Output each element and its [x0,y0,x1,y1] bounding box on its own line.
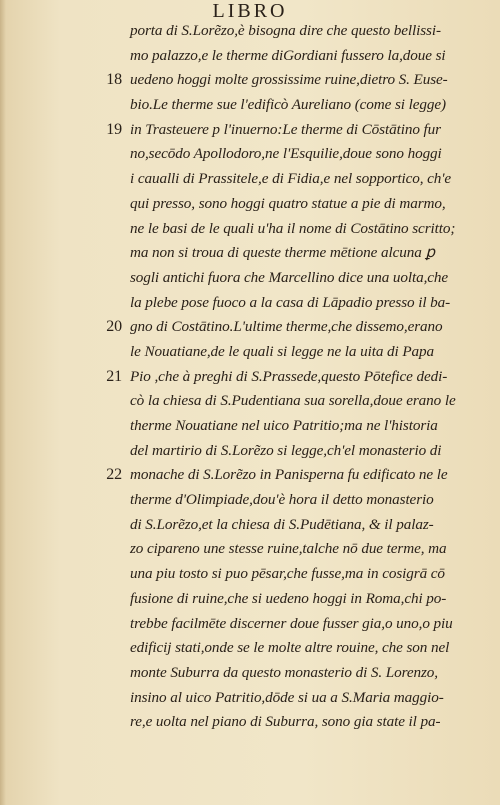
text-line [130,44,490,69]
line-text: le Nouatiane,de le quali si legge ne la uita di Papa [130,342,434,360]
line-text: monte Suburra da questo monasterio di S. Lorenzo, [130,663,438,681]
text-line [130,439,490,464]
text-line [130,389,490,414]
text-line [106,463,490,488]
text-line [130,612,490,637]
text-line [130,414,490,439]
line-text: zo cipareno une stesse ruine,talche nō due terme, ma [130,540,447,558]
line-text: re,e uolta nel piano di Suburra, sono gia state il pa- [130,713,441,731]
line-text: i caualli di Prassitele,e di Fidia,e nel sopportico, ch'e [130,170,452,188]
line-text: monache di S.Lorẽzo in Panisperna fu edificato ne le [130,466,448,484]
text-line [130,142,490,167]
line-text: mo palazzo,e le therme diGordiani fussero la,doue si [130,46,446,64]
text-line [130,587,490,612]
line-text: therme d'Olimpiade,dou'è hora il detto monasterio [130,491,434,509]
margin-number: 19 [106,120,122,138]
line-text: cò la chiesa di S.Pudentiana sua sorella,doue erano le [130,392,456,410]
text-line [130,710,490,735]
text-line [130,266,490,291]
text-line [106,118,490,143]
text-line [130,686,490,711]
line-text: del martirio di S.Lorẽzo si legge,ch'el monasterio di [130,441,442,459]
line-text: in Trasteuere p l'inuerno:Le therme di Cōstātino fur [130,120,441,138]
line-text: Pio ,che à preghi di S.Prassede,questo Pōtefice dedi- [130,367,448,385]
line-text: di S.Lorẽzo,et la chiesa di S.Pudētiana, & il palaz- [130,515,434,533]
line-text: qui presso, sono hoggi quatro statue a pie di marmo, [130,194,446,212]
text-line [130,562,490,587]
line-text: fusione di ruine,che si uedeno hoggi in Roma,chi po- [130,589,447,607]
line-text: bio.Le therme sue l'edificò Aureliano (come si legge) [130,96,446,114]
text-line [106,315,490,340]
line-text: trebbe facilmēte discerner doue fusser gia,o uno,o piu [130,614,453,632]
line-text: no,secōdo Apollodoro,ne l'Esquilie,doue sono hoggi [130,145,442,163]
text-line [130,93,490,118]
line-text: una piu tosto si puo pēsar,che fusse,ma in cosigrā cō [130,565,445,583]
running-head: LIBRO [212,0,288,22]
line-text: la plebe pose fuoco a la casa di Lāpadio presso il ba- [130,293,451,311]
line-text: ne le basi de le quali u'ha il nome di Costātino scritto; [130,219,456,237]
text-line [130,19,490,44]
margin-number: 21 [106,367,122,385]
text-line [106,365,490,390]
text-line [130,636,490,661]
text-line [130,537,490,562]
text-line [130,488,490,513]
line-text: gno di Costātino.L'ultime therme,che dissemo,erano [130,318,443,336]
line-text: ma non si troua di queste therme mētione alcuna ꝑ [130,244,435,262]
margin-number: 22 [106,466,122,484]
text-line [106,68,490,93]
line-text: porta di S.Lorẽzo,è bisogna dire che questo bellissi- [130,22,441,39]
margin-number: 20 [106,318,122,336]
text-line [130,291,490,316]
text-line [130,192,490,217]
margin-number: 18 [106,71,122,89]
line-text: insino al uico Patritio,dōde si ua a S.Maria maggio- [130,688,444,706]
line-text: therme Nouatiane nel uico Patritio;ma ne l'historia [130,417,438,434]
text-line [130,340,490,365]
line-text: sogli antichi fuora che Marcellino dice una uolta,che [130,268,449,286]
line-text: edificij stati,onde se le molte altre rouine, che son nel [130,639,450,657]
text-line [130,513,490,538]
text-line [130,241,490,266]
page-gutter-shadow [0,0,6,805]
text-line [130,167,490,192]
text-line [130,217,490,242]
line-text: uedeno hoggi molte grossissime ruine,dietro S. Euse- [130,71,448,89]
body-text [106,19,490,735]
text-line [130,661,490,686]
